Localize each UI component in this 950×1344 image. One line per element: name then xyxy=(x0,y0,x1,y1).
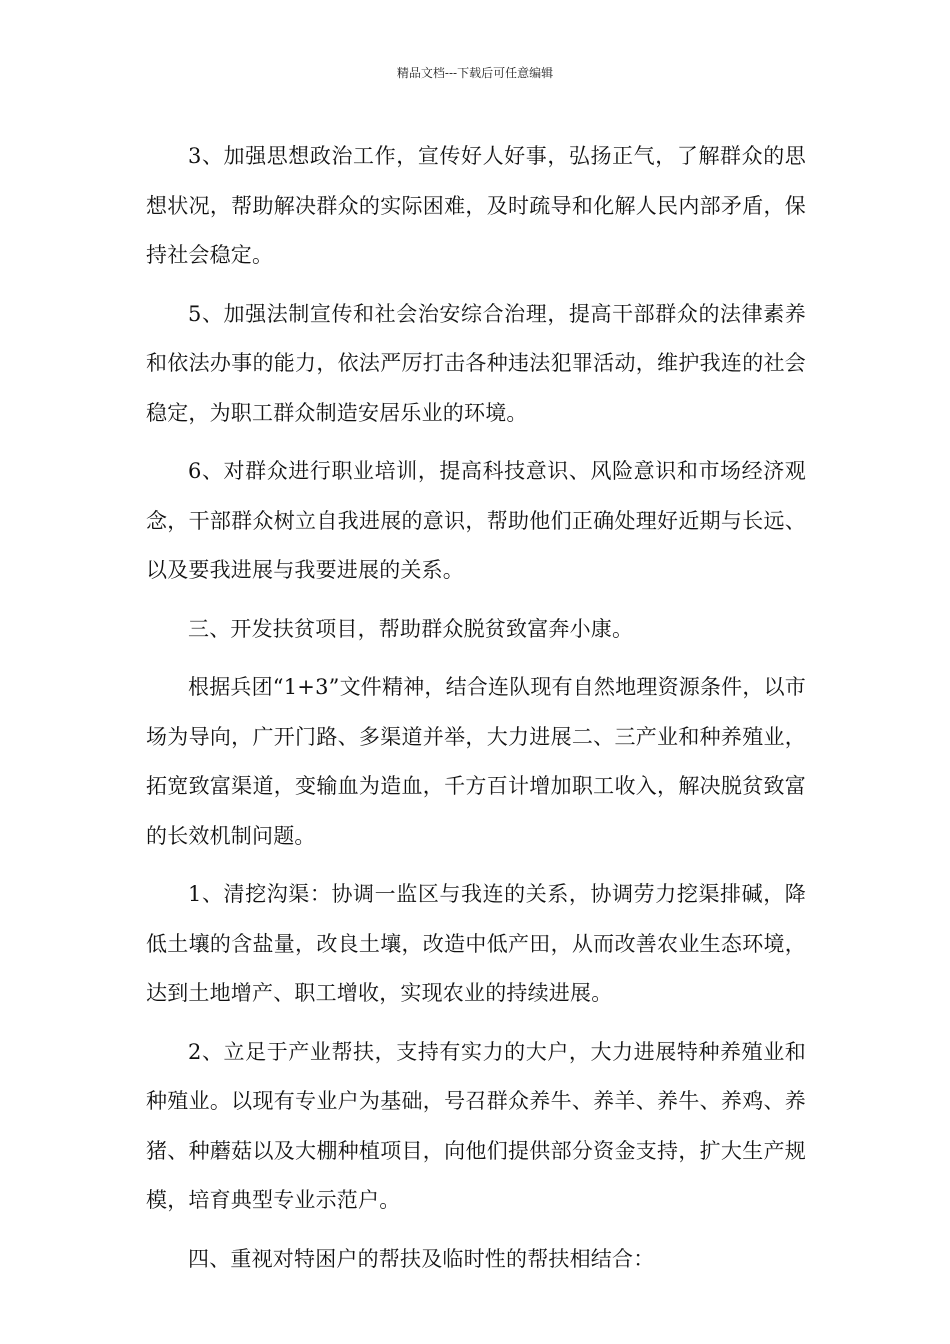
document-body xyxy=(146,132,806,1293)
paragraph-item-2-industry-support: 2、立足于产业帮扶，支持有实力的大户，大力进展特种养殖业和种殖业。以现有专业户为基础，号召群众养牛、养羊、养牛、养鸡、养猪、种蘑菇以及大棚种植项目，向他们提供部分资金支持，扩大生产规模，培育典型专业示范户。 xyxy=(146,1039,806,1212)
page-header: 精品文档---下载后可任意编辑 xyxy=(396,66,554,80)
paragraph-item-5-legal-publicity: 5、加强法制宣传和社会治安综合治理，提高干部群众的法律素养和依法办事的能力，依法严厉打击各种违法犯罪活动，维护我连的社会稳定，为职工群众制造安居乐业的环境。 xyxy=(146,301,806,425)
paragraph-section-3-intro: 根据兵团“1+3”文件精神，结合连队现有自然地理资源条件，以市场为导向，广开门路、多渠道并举，大力进展二、三产业和种养殖业，拓宽致富渠道，变输血为造血，千方百计增加职工收入，解决脱贫致富的长效机制问题。 xyxy=(146,675,806,848)
paragraph-item-1-ditch-clearing: 1、清挖沟渠：协调一监区与我连的关系，协调劳力挖渠排碱，降低土壤的含盐量，改良土壤，改造中低产田，从而改善农业生态环境，达到土地增产、职工增收，实现农业的持续进展。 xyxy=(146,882,806,1005)
paragraph-item-3-ideological-work: 3、加强思想政治工作，宣传好人好事，弘扬正气，了解群众的思想状况，帮助解决群众的实际困难，及时疏导和化解人民内部矛盾，保持社会稳定。 xyxy=(146,144,806,267)
section-heading-3: 三、开发扶贫项目，帮助群众脱贫致富奔小康。 xyxy=(188,616,634,641)
paragraph-item-6-vocational-training: 6、对群众进行职业培训，提高科技意识、风险意识和市场经济观念，干部群众树立自我进展的意识，帮助他们正确处理好近期与长远、以及要我进展与我要进展的关系。 xyxy=(146,459,806,582)
section-heading-4: 四、重视对特困户的帮扶及临时性的帮扶相结合： xyxy=(188,1246,655,1271)
